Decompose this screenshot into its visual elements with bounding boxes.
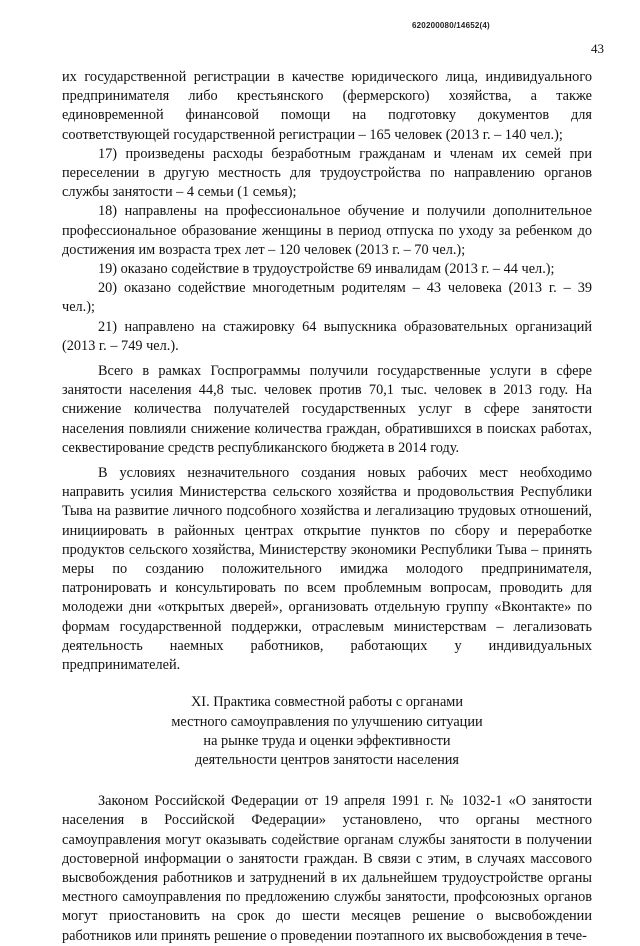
section-heading xyxy=(62,693,592,770)
section-heading-line: местного самоуправления по улучшению ситуации xyxy=(171,713,483,730)
document-code: 620200080/14652(4) xyxy=(412,21,490,30)
paragraph-item-21: 21) направлено на стажировку 64 выпускника образовательных организаций (2013 г. – 749 чел.). xyxy=(62,318,592,354)
paragraph-item-20: 20) оказано содействие многодетным родителям – 43 человека (2013 г. – 39 чел.); xyxy=(62,280,592,316)
section-heading-line: на рынке труда и оценки эффективности xyxy=(203,732,451,749)
paragraph-program-summary: Всего в рамках Госпрограммы получили государственные услуги в сфере занятости населения 44,8 тыс. человек против 70,1 тыс. человек в 2013 году. На снижение количества получателей государственных услуг в сфере занятости населения повлияли снижение количества граждан, обратившихся в поисках работах, секвестирование средств республиканского бюджета в 2014 году. xyxy=(62,363,592,456)
paragraph-registration-continued: их государственной регистрации в качестве юридического лица, индивидуального предпринимателя либо крестьянского (фермерского) хозяйства, а также единовременной финансовой помощи на подготовку документов для соответствующей государственной регистрации – 165 человек (2013 г. – 140 чел.); xyxy=(62,69,592,143)
paragraph-item-19: 19) оказано содействие в трудоустройстве 69 инвалидам (2013 г. – 44 чел.); xyxy=(98,261,555,278)
paragraph-law-provisions: Законом Российской Федерации от 19 апреля 1991 г. № 1032-1 «О занятости населения в Российской Федерации» установлено, что органы местного самоуправления могут оказывать содействие органам службы занятости в получении достоверной информации о занятости граждан. В связи с этим, в случаях массового высвобождения работников и затруднений в их дальнейшем трудоустройстве органы местного самоуправления по предложению службы занятости, профсоюзных органов могут приостановить на срок до шести месяцев решение о высвобождении работников или принять решение о проведении поэтапного их высвобождения в тече- xyxy=(62,793,592,944)
section-heading-line: деятельности центров занятости населения xyxy=(195,751,459,768)
section-heading-line: XI. Практика совместной работы с органами xyxy=(190,694,463,711)
document-body xyxy=(62,68,592,946)
page-number: 43 xyxy=(591,41,604,56)
paragraph-item-17: 17) произведены расходы безработным гражданам и членам их семей при переселении в другую местность для трудоустройства по направлению органов службы занятости – 4 семьи (1 семья); xyxy=(62,145,592,201)
paragraph-recommendations: В условиях незначительного создания новых рабочих мест необходимо направить усилия Министерства сельского хозяйства и продовольствия Республики Тыва на развитие личного подсобного хозяйства и легализацию трудовых отношений, инициировать в районных центрах открытие пунктов по сбору и переработке продуктов сельского хозяйства, Министерству экономики Республики Тыва – принять меры по созданию положительного имиджа молодого предпринимателя, патронировать и консультировать по всем проблемным вопросам, проводить для молодежи дни «открытых дверей», организовать отдельную группу «Вконтакте» по формам государственной поддержки, отраслевым министерствам – легализовать деятельность наемных работников, работающих у индивидуальных предпринимателей. xyxy=(62,465,592,674)
paragraph-item-18: 18) направлены на профессиональное обучение и получили дополнительное профессиональное образование женщины в период отпуска по уходу за ребенком до достижения им возраста трех лет – 120 человек (2013 г. – 70 чел.); xyxy=(62,203,592,258)
